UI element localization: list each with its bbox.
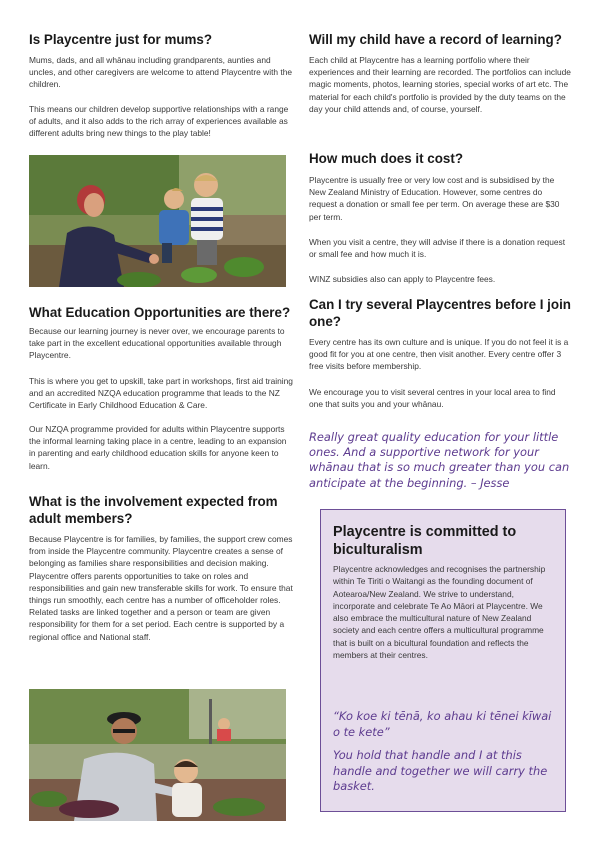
heading-record-of-learning: Will my child have a record of learning? [309, 32, 562, 47]
photo-father-and-child-gardening [29, 689, 286, 821]
photo-woman-and-children-gardening [29, 155, 286, 287]
proverb-translation: You hold that handle and I at this handle and together we will carry the basket. [333, 748, 548, 793]
paragraph-try-several-1: Every centre has its own culture and is unique. If you do not feel it is a good fit for you at one centre, then visit another. Every centre offer 3 free visits before membership. [309, 337, 569, 372]
testimonial-quote-jesse: Really great quality education for your little ones. And a supportive network for your whānau that is so much greater than you can anticipate at the beginning. – Jesse [309, 430, 570, 490]
paragraph-try-several-2: We encourage you to visit several centres in your local area to find one that suits you and your whānau. [309, 387, 556, 410]
paragraph-education-3: Our NZQA programme provided for adults within Playcentre supports the informal learning taking place in a centre, leading to an expansion in parenting and early childhood education skills for anyone keen to learn. [29, 424, 287, 471]
heading-just-for-mums: Is Playcentre just for mums? [29, 32, 213, 47]
maori-proverb: “Ko koe ki tēnā, ko ahau ki tēnei kīwai o te kete” [333, 709, 552, 739]
paragraph-cost-3: WINZ subsidies also can apply to Playcentre fees. [309, 274, 496, 284]
heading-education-opportunities: What Education Opportunities are there? [29, 305, 291, 320]
biculturalism-box [320, 509, 566, 812]
heading-how-much-cost: How much does it cost? [309, 151, 464, 166]
paragraph-cost-2: When you visit a centre, they will advise if there is a donation request or small fee and how much it is. [309, 237, 566, 260]
paragraph-involvement-1: Because Playcentre is for families, by families, the support crew comes from inside the Playcentre community. Playcentre creates a sense of belonging as families share responsibilities and decision making. Playcentre offers parents opportunities to take on roles and responsibilities and gain new transferable skills for work. To ensure that things run smoothly, each centre has a number of officeholder roles. Related tasks are linked together and a person or team are given responsibility for them for a set period. Each centre is supported by a regional office and National staff. [29, 534, 293, 642]
biculturalism-heading: Playcentre is committed to biculturalism [333, 524, 517, 558]
heading-involvement-expected: What is the involvement expected from adult members? [29, 494, 278, 526]
paragraph-record-of-learning: Each child at Playcentre has a learning portfolio where their experiences and their learning are recorded. The portfolios can include magic moments, photos, learning stories, special works of art etc. The material for each child's portfolio is provided by the duty teams on the day your child attends and, of course, yourself. [309, 55, 571, 114]
paragraph-just-for-mums-2: This means our children develop supportive relationships with a range of adults, and it also adds to the rich array of experiences available as different adults bring new things to the play table! [29, 104, 289, 139]
biculturalism-paragraph: Playcentre acknowledges and recognises the partnership within Te Tiriti o Waitangi as the founding document of Aotearoa/New Zealand. We strive to understand, incorporate and celebrate Te Ao Māori at Playcentre. We also embrace the multicultural nature of New Zealand society and each centre offers a multicultural programme that is built on a bicultural foundation and reflects the members at their centres. [333, 564, 546, 661]
heading-try-several-playcentres: Can I try several Playcentres before I join one? [309, 297, 571, 329]
paragraph-education-2: This is where you get to upskill, take part in workshops, first aid training and an accredited NZQA education programme that leads to the NZ Certificate in Early Childhood Education & Care. [29, 376, 293, 411]
paragraph-education-1: Because our learning journey is never over, we encourage parents to take part in the excellent educational opportunities available through Playcentre. [29, 326, 285, 361]
paragraph-cost-1: Playcentre is usually free or very low cost and is subsidised by the New Zealand Ministry of Education. However, some centres do request a donation or small fee per term. On average these are $30 per term. [309, 175, 560, 222]
paragraph-just-for-mums-1: Mums, dads, and all whānau including grandparents, aunties and uncles, and other caregivers are welcome to attend Playcentre with the children. [29, 55, 293, 90]
